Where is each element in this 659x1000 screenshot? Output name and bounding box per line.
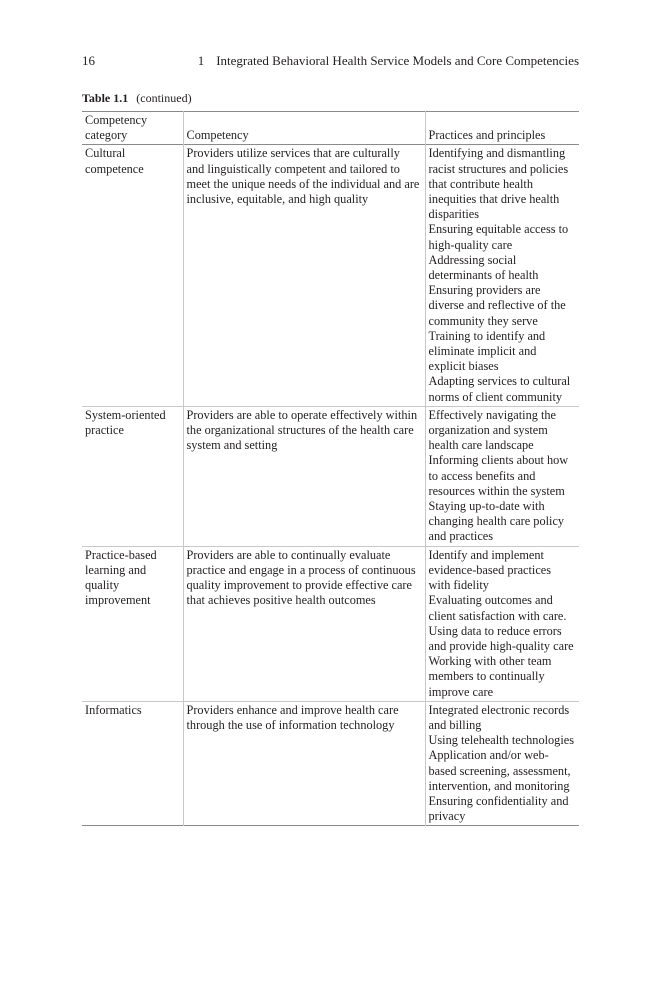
practice-item: Staying up-to-date with changing health care policy and practices (428, 499, 565, 544)
practice-item: Using data to reduce errors and provide high-quality care (428, 623, 574, 653)
practice-item: Ensuring providers are diverse and reflective of the community they serve (428, 283, 566, 328)
cell-competency-category: System-oriented practice (85, 407, 166, 438)
table-row (82, 406, 579, 546)
cell-competency-category: Informatics (85, 702, 142, 717)
cell-competency-category: Cultural competence (85, 146, 144, 176)
header-competency: Competency (183, 112, 425, 145)
practice-item: Working with other team members to continually improve care (428, 654, 552, 699)
practice-item: Training to identify and eliminate implicit and explicit biases (428, 328, 546, 374)
practice-item: Using telehealth technologies (428, 733, 574, 748)
practice-item: Identify and implement evidence-based practices with fidelity (428, 547, 552, 593)
cell-practices-and-principles (425, 406, 579, 546)
table-caption-label: Table 1.1 (82, 91, 129, 105)
cell-practices-and-principles (425, 701, 579, 826)
practice-item: Effectively navigating the organization and system health care landscape (428, 407, 556, 453)
table-body (82, 145, 579, 826)
table-row (82, 145, 579, 406)
practice-item: Identifying and dismantling racist structures and policies that contribute health inequities that drive health disparities (428, 146, 569, 222)
cell-competency: Providers are able to continually evaluate practice and engage in a process of continuous quality improvement to provide effective care that achieves positive health outcomes (183, 546, 425, 701)
table-row (82, 701, 579, 826)
table-caption (82, 90, 192, 106)
practice-item: Ensuring equitable access to high-quality care (428, 222, 569, 252)
practice-item: Ensuring confidentiality and privacy (428, 793, 569, 824)
page-number: 16 (82, 53, 95, 68)
running-head (82, 52, 579, 70)
practice-item: Informing clients about how to access benefits and resources within the system (428, 453, 569, 498)
header-practices-and-principles: Practices and principles (425, 112, 579, 145)
practice-item: Application and/or web-based screening, assessment, intervention, and monitoring (428, 748, 571, 793)
practice-item: Evaluating outcomes and client satisfaction with care. (428, 593, 567, 623)
cell-competency: Providers are able to operate effectively within the organizational structures of the health care system and setting (183, 406, 425, 546)
cell-competency-category: Practice-based learning and quality improvement (85, 547, 157, 608)
chapter-title-text: Integrated Behavioral Health Service Models and Core Competencies (216, 53, 579, 68)
table-caption-note: (continued) (136, 91, 192, 105)
chapter-title (198, 52, 579, 70)
cell-competency: Providers utilize services that are culturally and linguistically competent and tailored to meet the unique needs of the individual and are inclusive, equitable, and high quality (183, 145, 425, 406)
chapter-number: 1 (197, 53, 205, 68)
table-row (82, 546, 579, 701)
practice-item: Adapting services to cultural norms of client community (428, 374, 571, 404)
practice-item: Addressing social determinants of health (428, 252, 539, 283)
competency-table (82, 111, 579, 826)
cell-practices-and-principles (425, 546, 579, 701)
header-competency-category: Competency category (85, 113, 148, 143)
cell-competency: Providers enhance and improve health care through the use of information technology (183, 701, 425, 826)
cell-practices-and-principles (425, 145, 579, 406)
practice-item: Integrated electronic records and billing (428, 702, 570, 732)
table-header-row (82, 112, 579, 145)
